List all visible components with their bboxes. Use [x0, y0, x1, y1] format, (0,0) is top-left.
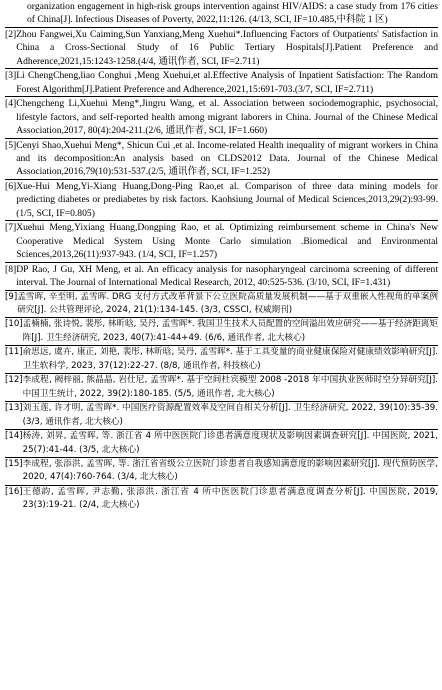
- reference-item-13: [5, 402, 438, 429]
- reference-text: 孟楠楠, 张诗悦, 裴彤, 林昕晗, 吴丹, 孟雪晖*. 我国卫生技术人员配置的空间溢出效应研究——基于经济距离矩阵[J]. 卫生经济研究, 2023, 40(7):41-44+49. (6/6, 通讯作者, 北大核心): [22, 319, 438, 343]
- reference-text: Zhou Fangwei,Xu Caiming,Sun Yanxiang,Meng Xuehui*.Influencing Factors of Outpatients' Satisfaction in China a Cross-Sectional Study of 16 Public Tertiary Hospitals[J].Patient Preference and Adherence,2021,15:1243-1258.(4/4, 通讯作者, SCI, IF=2.711): [16, 28, 438, 67]
- reference-text: Xue-Hui Meng,Yi-Xiang Huang,Dong-Ping Rao,et al. Comparison of three data mining models for predicting diabetes or prediabetes by risk factors. Kaohsiung Journal of Medical Sciences,2013,29(2):93-99. (1/5, SCI, IF=0.805): [16, 180, 438, 219]
- reference-number: [5]: [5, 139, 17, 151]
- reference-item-10: [5, 318, 438, 345]
- reference-number: [3]: [5, 70, 17, 82]
- reference-text: DP Rao, J Gu, XH Meng, et al. An efficacy analysis for nasopharyngeal carcinoma screening of different interval. The Journal of International Medical Research, 2012, 40:525-536. (3/10, SCI, IF=1.431): [16, 263, 438, 289]
- reference-text: 孟雪晖, 辛至明, 孟雪晖. DRG 支付方式改革背景下公立医院高质量发展机制——基于双重嵌入性视角的单案例研究[J]. 公共管理评论, 2024, 21(1):134-145. (3/3, CSSCI, 权威期刊): [17, 291, 438, 315]
- reference-continuation: organization engagement in high-risk groups intervention against HIV/AIDS: a case study from 176 cities of China[J]. Infectious Diseases of Poverty, 2022,11:126. (4/13, SCI, IF=10.485,中科院 1 区): [27, 1, 438, 26]
- reference-number: [11]: [5, 347, 23, 358]
- reference-item-6: [5, 180, 438, 220]
- reference-number: [12]: [5, 375, 23, 386]
- reference-item-9: [5, 291, 438, 318]
- reference-item-4: [5, 97, 438, 137]
- reference-item-15: [5, 458, 438, 485]
- reference-number: [15]: [5, 458, 23, 469]
- reference-number: [16]: [5, 486, 23, 497]
- reference-item-11: [5, 346, 438, 373]
- reference-item-7: [5, 221, 438, 261]
- reference-text: 杨涛, 刘昇, 孟雪晖, 等. 浙江省 4 所中医医院门诊患者满意度现状及影响因素调查研究[J]. 中国医院, 2021, 25(7):41-44. (3/5, 北大核心): [22, 431, 438, 455]
- reference-number: [9]: [5, 291, 18, 302]
- reference-text: Li ChengCheng,liao Conghui ,Meng Xuehui,et al.Effective Analysis of Inpatient Satisfaction: The Random Forest Algorithm[J].Patient Preference and Adherence,2021,15:691-703.(3/7, SCI, IF=2.711): [16, 70, 438, 95]
- reference-item-3: [5, 69, 438, 96]
- reference-text: Xuehui Meng,Yixiang Huang,Dongping Rao, et al. Optimizing reimbursement scheme in China's New Cooperative Medical System Using Monte Carlo simulation .Biomedical and Environmental Sciences,2013,26(11):937-943. (1/4, SCI, IF=1.257): [16, 222, 438, 261]
- reference-number: [4]: [5, 98, 17, 110]
- reference-text: 王德韵, 孟雪晖, 尹志勤, 张添洪. 浙江省 4 所中医医院门诊患者满意度调查分析[J]. 中国医院, 2019, 23(3):19-21. (2/4, 北大核心): [22, 486, 438, 511]
- reference-number: [13]: [5, 403, 23, 414]
- reference-text: 李成程, 张添洪, 孟雪晖, 等. 浙江省省级公立医院门诊患者自我感知满意度的影响因素研究[J]. 现代预防医学, 2020, 47(4):760-764. (3/4, 北大核心): [22, 458, 438, 483]
- reference-number: [6]: [5, 180, 17, 192]
- reference-number: [2]: [5, 28, 17, 40]
- reference-text: 李成程, 阙梓丽, 熊晶晶, 岩仕尼, 孟雪晖*. 基于空间杜宾模型 2008 -2018 年中国执业医师时空分异研究[J]. 中国卫生统计, 2022, 39(2):180-185. (5/5, 通讯作者, 北大核心): [22, 375, 438, 399]
- reference-number: [8]: [5, 263, 17, 275]
- reference-item-8: [5, 263, 438, 290]
- reference-item-12: [5, 374, 438, 401]
- reference-number: [10]: [5, 319, 23, 330]
- reference-item-14: [5, 430, 438, 457]
- reference-text: Cenyi Shao,Xuehui Meng*, Shicun Cui ,et al. Income-related Health inequality of migrant workers in China and its decomposition:An analysis based on CLDS2012 Data. Journal of the Chinese Medical Association,2016,79(10):531-537.(2/5, 通讯作者, SCI, IF=1.252): [16, 139, 438, 178]
- reference-text: Chengcheng Li,Xuehui Meng*,Jingru Wang, et al. Association between sociodemographic, psychosocial, lifestyle factors, and self-reported health among migrant laborers in China. Journal of the Chinese Medical Association,2017, 80(4):204-211.(2/6, 通讯作者, SCI, IF=1.660): [16, 98, 438, 137]
- reference-item-5: [5, 139, 438, 179]
- reference-item-16: [5, 486, 438, 513]
- reference-text: 刘玉莲, 许才明, 孟雪晖*. 中国医疗资源配置效率及空间自相关分析[J]. 卫生经济研究, 2022, 39(10):35-39. (3/3, 通讯作者, 北大核心): [22, 403, 438, 427]
- reference-number: [14]: [5, 431, 23, 442]
- reference-text: 俞思远, 虞卉, 康正, 刘艳, 裴彤, 林昕晗, 吴丹, 孟雪晖*. 基于工具变量的商业健康保险对健康绩效影响研究[J]. 卫生软科学, 2023, 37(12):22-27. (8/8, 通讯作者, 科技核心): [22, 347, 438, 371]
- reference-item-2: [5, 28, 438, 68]
- reference-number: [7]: [5, 222, 17, 234]
